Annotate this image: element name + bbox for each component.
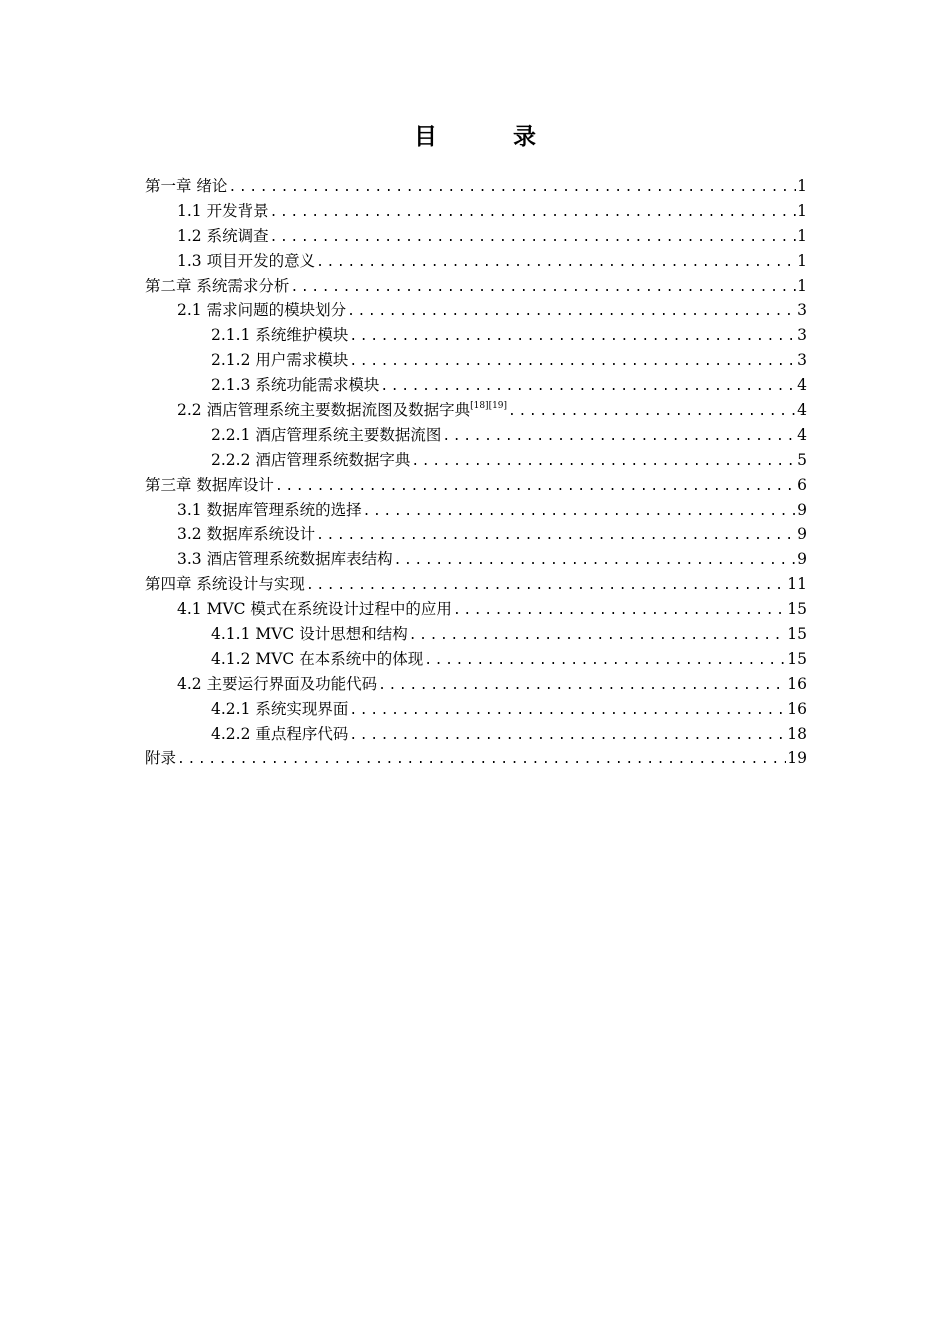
toc-entry-text: 2.1.3 系统功能需求模块 <box>211 376 380 395</box>
toc-entry-text: 4.2 主要运行界面及功能代码 <box>177 674 378 693</box>
toc-entry-text: 4.1.2 MVC 在本系统中的体现 <box>211 649 424 668</box>
toc-entry-label <box>211 722 348 747</box>
dot-leader <box>424 649 786 674</box>
toc-entry-label <box>177 672 377 697</box>
toc-entry-page-number: 1 <box>797 177 807 195</box>
toc-entry-page-number: 3 <box>797 351 807 370</box>
toc-entry-page-number: 1 <box>797 201 807 220</box>
toc-entry[interactable] <box>145 174 807 199</box>
toc-entry-page-number: 3 <box>797 301 807 320</box>
toc-entry-text: 第一章 绪论 <box>145 177 228 195</box>
dot-leader <box>411 450 796 475</box>
table-of-contents <box>145 174 807 771</box>
toc-entry-page-number: 3 <box>797 326 807 345</box>
toc-entry-label <box>211 448 410 473</box>
toc-entry-label <box>211 373 379 398</box>
toc-entry-text: 第三章 数据库设计 <box>145 475 274 494</box>
toc-entry-label <box>211 423 441 448</box>
toc-entry-page-number: 9 <box>797 525 807 544</box>
toc-entry-page-number: 1 <box>797 276 807 295</box>
toc-entry[interactable] <box>145 697 807 722</box>
toc-entry-text: 2.2 酒店管理系统主要数据流图及数据字典 <box>177 401 471 420</box>
toc-entry-text: 3.2 数据库系统设计 <box>177 525 316 544</box>
toc-entry-label <box>211 348 348 373</box>
toc-entry-page-number: 15 <box>787 625 807 644</box>
toc-entry[interactable] <box>145 572 807 597</box>
dot-leader <box>349 350 796 375</box>
dot-leader <box>409 624 787 649</box>
toc-entry[interactable] <box>145 448 807 473</box>
toc-entry[interactable] <box>145 348 807 373</box>
toc-entry-text: 1.1 开发背景 <box>177 201 269 220</box>
toc-entry-text: 2.1 需求问题的模块划分 <box>177 301 347 320</box>
toc-entry-label <box>145 174 227 199</box>
toc-entry[interactable] <box>145 498 807 523</box>
citation-ref: [18][19] <box>470 401 508 412</box>
toc-entry[interactable] <box>145 224 807 249</box>
dot-leader <box>349 724 786 749</box>
toc-entry[interactable] <box>145 547 807 572</box>
toc-entry-label <box>211 697 348 722</box>
toc-entry[interactable] <box>145 672 807 697</box>
toc-entry-text: 4.2.2 重点程序代码 <box>211 724 349 743</box>
toc-entry[interactable] <box>145 398 807 423</box>
toc-entry[interactable] <box>145 622 807 647</box>
dot-leader <box>380 375 796 400</box>
toc-entry-label <box>145 473 274 498</box>
toc-entry-text: 1.2 系统调查 <box>177 226 269 245</box>
toc-entry-label <box>177 547 393 572</box>
toc-entry[interactable] <box>145 597 807 622</box>
toc-entry-page-number: 15 <box>787 600 807 619</box>
dot-leader <box>453 599 786 624</box>
toc-title: 目 录 <box>413 124 570 150</box>
dot-leader <box>349 699 786 724</box>
toc-entry[interactable] <box>145 722 807 747</box>
toc-entry-label <box>177 398 507 423</box>
toc-entry-page-number: 16 <box>787 674 807 693</box>
dot-leader <box>363 500 797 525</box>
toc-entry-text: 第四章 系统设计与实现 <box>145 575 305 594</box>
toc-entry[interactable] <box>145 199 807 224</box>
toc-entry-page-number: 9 <box>797 500 807 519</box>
dot-leader <box>394 549 797 574</box>
toc-entry[interactable] <box>145 323 807 348</box>
toc-entry-label <box>177 498 362 523</box>
toc-entry-text: 3.1 数据库管理系统的选择 <box>177 500 362 519</box>
toc-entry-page-number: 16 <box>787 699 807 718</box>
toc-entry-text: 4.1 MVC 模式在系统设计过程中的应用 <box>177 600 452 619</box>
toc-entry-page-number: 4 <box>797 401 807 420</box>
dot-leader <box>290 276 796 301</box>
toc-entry-label <box>177 199 269 224</box>
toc-entry[interactable] <box>145 274 807 299</box>
toc-entry-text: 附录 <box>145 749 177 768</box>
dot-leader <box>316 251 796 276</box>
toc-entry-label <box>211 323 348 348</box>
dot-leader <box>349 325 796 350</box>
dot-leader <box>270 226 797 251</box>
toc-entry[interactable] <box>145 373 807 398</box>
toc-entry[interactable] <box>145 522 807 547</box>
dot-leader <box>508 400 796 425</box>
toc-entry-page-number: 6 <box>797 475 807 494</box>
toc-entry-label <box>145 572 305 597</box>
toc-entry-text: 2.2.1 酒店管理系统主要数据流图 <box>211 425 442 444</box>
toc-entry[interactable] <box>145 647 807 672</box>
toc-entry[interactable] <box>145 298 807 323</box>
dot-leader <box>306 574 786 599</box>
toc-entry-text: 4.1.1 MVC 设计思想和结构 <box>211 625 408 644</box>
toc-entry-page-number: 15 <box>787 649 807 668</box>
dot-leader <box>316 524 796 549</box>
toc-entry[interactable] <box>145 249 807 274</box>
toc-entry-label <box>177 522 315 547</box>
toc-entry-page-number: 19 <box>787 749 807 768</box>
dot-leader <box>378 674 786 699</box>
toc-entry-label <box>177 298 346 323</box>
toc-entry-page-number: 1 <box>797 226 807 245</box>
toc-entry-text: 3.3 酒店管理系统数据库表结构 <box>177 550 393 569</box>
toc-entry-label <box>211 622 408 647</box>
toc-entry-label <box>145 274 289 299</box>
toc-entry-page-number: 4 <box>797 376 807 395</box>
toc-entry[interactable] <box>145 423 807 448</box>
toc-entry-page-number: 18 <box>787 724 807 743</box>
toc-entry-page-number: 5 <box>797 450 807 469</box>
dot-leader <box>177 748 786 773</box>
toc-entry-text: 4.2.1 系统实现界面 <box>211 699 349 718</box>
toc-entry-label <box>145 746 176 771</box>
toc-entry-page-number: 9 <box>797 550 807 569</box>
dot-leader <box>442 425 796 450</box>
dot-leader <box>228 176 796 201</box>
toc-entry[interactable] <box>145 473 807 498</box>
toc-entry-page-number: 11 <box>787 575 807 594</box>
toc-entry-label <box>177 224 269 249</box>
toc-entry[interactable] <box>145 746 807 771</box>
toc-entry-text: 1.3 项目开发的意义 <box>177 251 316 270</box>
toc-entry-label <box>211 647 423 672</box>
dot-leader <box>347 300 796 325</box>
dot-leader <box>275 475 796 500</box>
toc-entry-label <box>177 249 315 274</box>
toc-entry-text: 2.1.2 用户需求模块 <box>211 351 349 370</box>
toc-entry-page-number: 1 <box>797 251 807 270</box>
toc-entry-text: 2.2.2 酒店管理系统数据字典 <box>211 450 411 469</box>
dot-leader <box>270 201 797 226</box>
toc-entry-label <box>177 597 452 622</box>
toc-entry-text: 2.1.1 系统维护模块 <box>211 326 349 345</box>
toc-entry-text: 第二章 系统需求分析 <box>145 276 290 295</box>
toc-entry-page-number: 4 <box>797 425 807 444</box>
